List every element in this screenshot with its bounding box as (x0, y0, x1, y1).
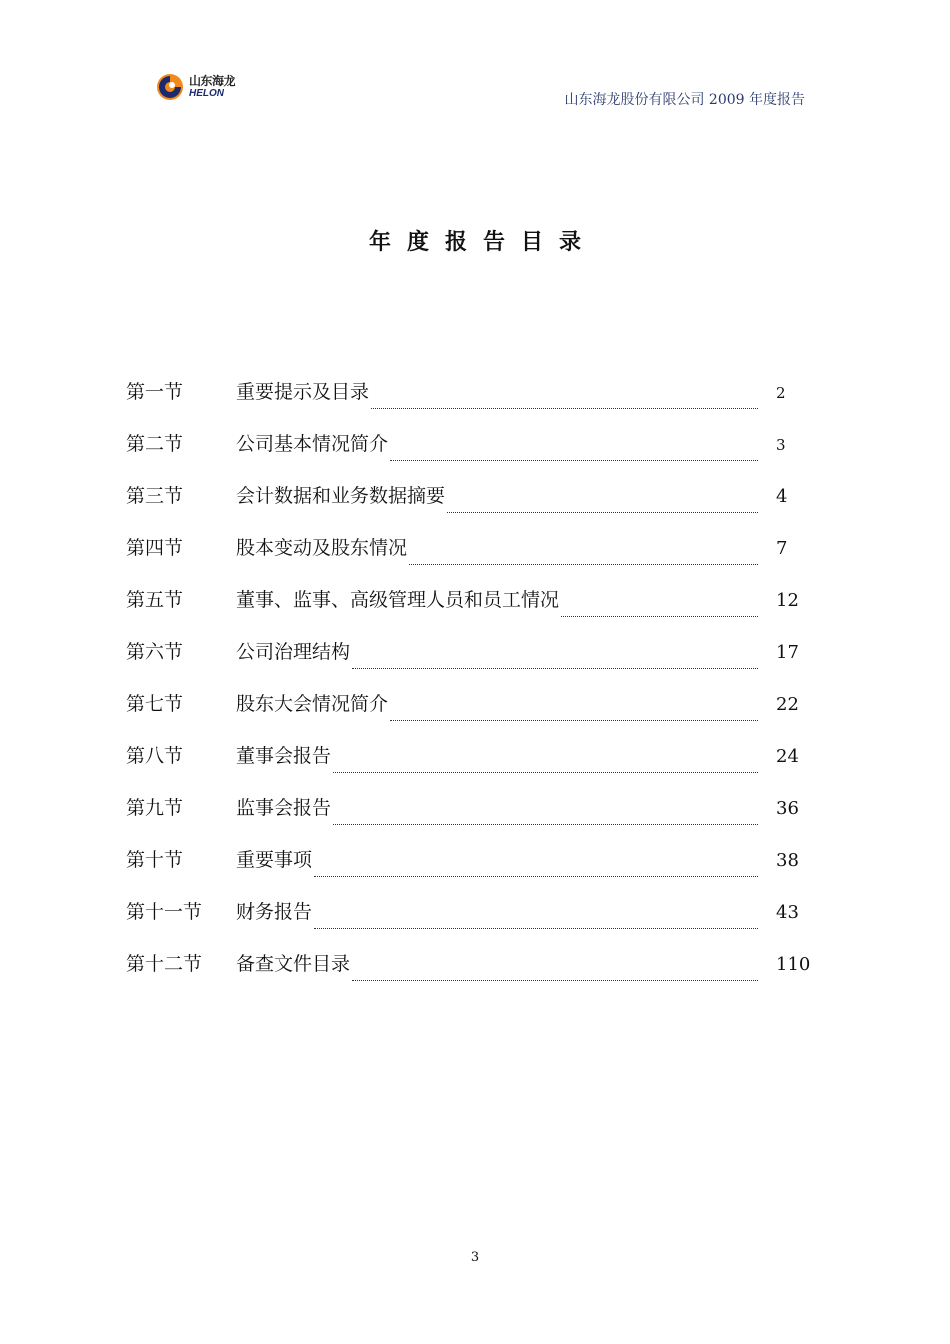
page-title: 年度报告目录 (368, 230, 597, 255)
toc-leader-dots (333, 772, 758, 773)
logo-cn-text: 山东海龙 (189, 74, 236, 88)
toc-row[interactable] (126, 637, 816, 689)
toc-row[interactable] (126, 897, 816, 949)
toc-leader-dots (314, 928, 758, 929)
toc-leader-dots (390, 720, 758, 721)
toc-row[interactable] (126, 949, 816, 1001)
toc-section: 第十一节 (126, 901, 203, 923)
toc-page: 2 (776, 384, 786, 402)
toc-page: 43 (776, 902, 799, 923)
toc-section: 第九节 (126, 797, 184, 819)
toc-row[interactable] (126, 741, 816, 793)
toc-leader-dots (409, 564, 758, 565)
toc-title: 重要事项 (236, 849, 313, 871)
toc-title: 公司治理结构 (236, 641, 351, 663)
table-of-contents (126, 377, 816, 1001)
toc-section: 第四节 (126, 537, 184, 559)
toc-title: 会计数据和业务数据摘要 (236, 485, 446, 507)
toc-page: 3 (776, 436, 786, 454)
toc-section: 第三节 (126, 485, 184, 507)
toc-leader-dots (352, 668, 758, 669)
logo-en-text: HELON (189, 88, 224, 99)
toc-title: 监事会报告 (236, 797, 332, 819)
toc-page: 24 (776, 746, 799, 767)
toc-leader-dots (561, 616, 758, 617)
toc-section: 第八节 (126, 745, 184, 767)
toc-row[interactable] (126, 585, 816, 637)
toc-page: 17 (776, 642, 799, 663)
toc-section: 第一节 (126, 381, 184, 403)
toc-row[interactable] (126, 429, 816, 481)
helon-logo-icon (155, 72, 185, 102)
toc-title: 备查文件目录 (236, 953, 351, 975)
toc-section: 第五节 (126, 589, 184, 611)
toc-page: 12 (776, 590, 799, 611)
toc-section: 第十二节 (126, 953, 203, 975)
toc-title: 重要提示及目录 (236, 381, 370, 403)
toc-page: 4 (776, 486, 788, 507)
toc-leader-dots (390, 460, 758, 461)
toc-page: 36 (776, 798, 799, 819)
toc-row[interactable] (126, 845, 816, 897)
toc-title: 财务报告 (236, 901, 313, 923)
header-title: 山东海龙股份有限公司 2009 年度报告 (564, 92, 805, 108)
toc-title: 公司基本情况简介 (236, 433, 389, 455)
page-number: 3 (470, 1250, 480, 1265)
toc-section: 第七节 (126, 693, 184, 715)
toc-row[interactable] (126, 793, 816, 845)
toc-row[interactable] (126, 377, 816, 429)
logo-text (189, 75, 235, 99)
toc-page: 110 (776, 954, 811, 975)
toc-leader-dots (333, 824, 758, 825)
toc-leader-dots (314, 876, 758, 877)
toc-title: 董事、监事、高级管理人员和员工情况 (236, 589, 560, 611)
toc-title: 股本变动及股东情况 (236, 537, 408, 559)
toc-title: 股东大会情况简介 (236, 693, 389, 715)
toc-leader-dots (352, 980, 758, 981)
toc-section: 第二节 (126, 433, 184, 455)
toc-leader-dots (447, 512, 758, 513)
toc-page: 7 (776, 538, 788, 559)
company-logo (155, 72, 235, 102)
toc-page: 22 (776, 694, 799, 715)
toc-row[interactable] (126, 689, 816, 741)
toc-section: 第十节 (126, 849, 184, 871)
toc-row[interactable] (126, 533, 816, 585)
toc-page: 38 (776, 850, 799, 871)
toc-row[interactable] (126, 481, 816, 533)
toc-section: 第六节 (126, 641, 184, 663)
toc-title: 董事会报告 (236, 745, 332, 767)
toc-leader-dots (371, 408, 758, 409)
